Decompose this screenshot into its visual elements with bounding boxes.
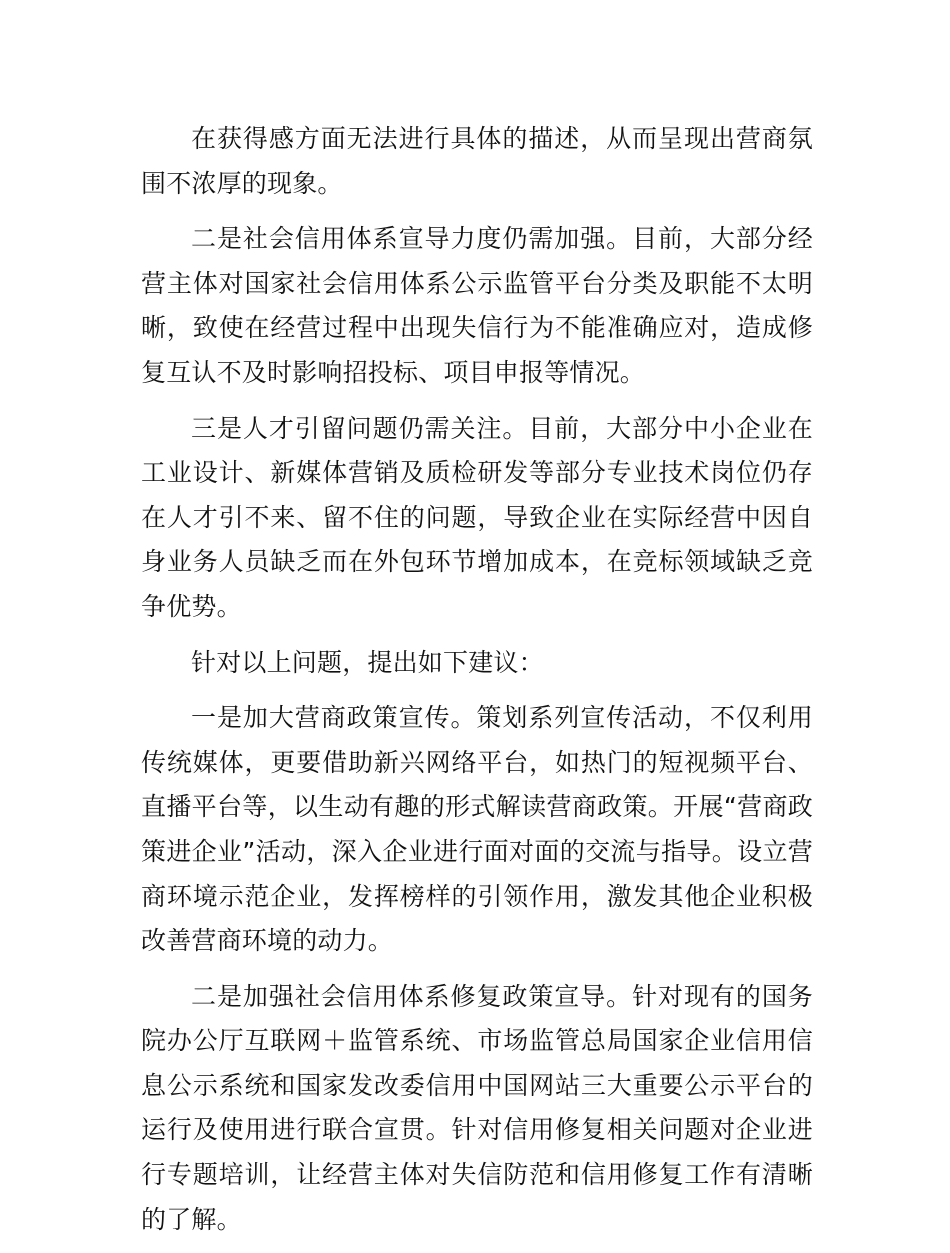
- paragraph-suggestions-lead: 针对以上问题，提出如下建议：: [191, 647, 544, 677]
- paragraph-intro-continuation: 在获得感方面无法进行具体的描述，从而呈现出营商氛围不浓厚的现象。: [141, 124, 813, 198]
- paragraph-policy-promotion: 一是加大营商政策宣传。策划系列宣传活动，不仅利用传统媒体，更要借助新兴网络平台，如热门的短视频平台、直播平台等，以生动有趣的形式解读营商政策。开展“营商政策进企业”活动，深入企业进行面对面的交流与指导。设立营商环境示范企业，发挥榜样的引领作用，激发其他企业积极改善营商环境的动力。: [141, 703, 813, 956]
- document-body: [141, 117, 813, 1253]
- paragraph-credit-repair-promotion: 二是加强社会信用体系修复政策宣导。针对现有的国务院办公厅互联网＋监管系统、市场监管总局国家企业信用信息公示系统和国家发改委信用中国网站三大重要公示平台的运行及使用进行联合宣贯。针对信用修复相关问题对企业进行专题培训，让经营主体对失信防范和信用修复工作有清晰的了解。: [141, 981, 813, 1234]
- paragraph-talent-issue: 三是人才引留问题仍需关注。目前，大部分中小企业在工业设计、新媒体营销及质检研发等部分专业技术岗位仍存在人才引不来、留不住的问题，导致企业在实际经营中因自身业务人员缺乏而在外包环节增加成本，在竞标领域缺乏竞争优势。: [141, 413, 813, 621]
- paragraph-credit-system-issue: 二是社会信用体系宣导力度仍需加强。目前，大部分经营主体对国家社会信用体系公示监管平台分类及职能不太明晰，致使在经营过程中出现失信行为不能准确应对，造成修复互认不及时影响招投标、项目申报等情况。: [141, 224, 813, 387]
